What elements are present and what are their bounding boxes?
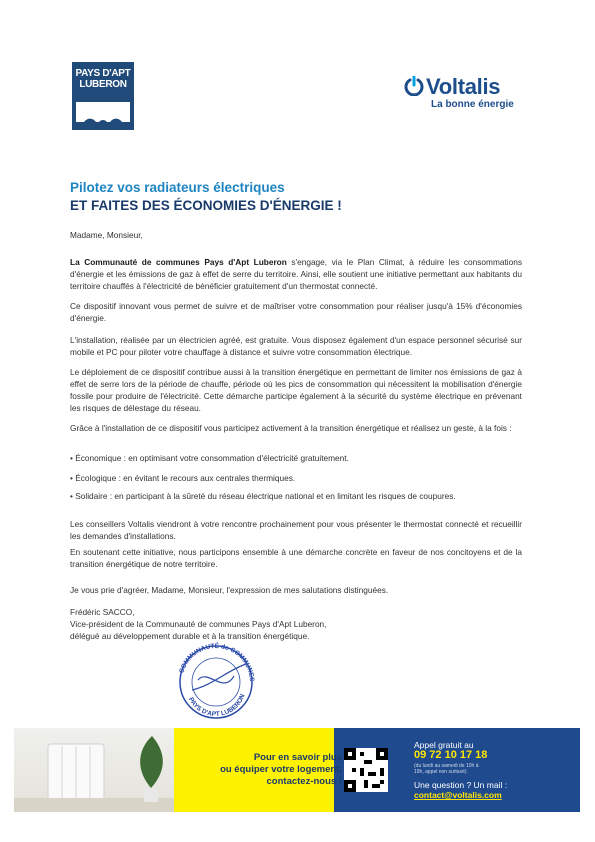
qr-code-icon — [344, 748, 388, 792]
title-line1: Pilotez vos radiateurs électriques — [70, 180, 285, 195]
footer-banner — [14, 728, 580, 812]
radiator-photo — [14, 728, 174, 812]
logo-line1: PAYS D'APT — [75, 68, 131, 79]
contact-email-link[interactable]: contact@voltalis.com — [414, 790, 502, 800]
cta-line2: ou équiper votre logement, — [220, 764, 342, 775]
signature-role1: Vice-président de la Communauté de communes Pays d'Apt Luberon, — [70, 619, 327, 629]
svg-text:PAYS D'APT LUBERON — [187, 693, 247, 718]
title-line2: ET FAITES DES ÉCONOMIES D'ÉNERGIE ! — [70, 198, 342, 213]
stamp-bottom-text: PAYS D'APT LUBERON — [187, 693, 247, 719]
bridge-icon — [76, 98, 130, 122]
paragraph-2: Ce dispositif innovant vous permet de suivre et de maîtriser votre consommation pour réaliser jusqu'à 15% d'économies d'énergie. — [70, 301, 522, 323]
question-label: Une question ? Un mail : — [414, 780, 508, 790]
paragraph-7: En soutenant cette initiative, nous participons ensemble à une démarche concrète en faveur de nos concitoyens et de la transition énergétique de notre territoire. — [70, 547, 522, 569]
paragraph-1-text: s'engage, via le Plan Climat, à réduire les consommations d'énergie et les émissions de gaz à effet de serre du territoire. Ainsi, elle soutient une initiative permettant aux habitants du territoire chauffés à l'électricité de bénéficier gratuitement d'un thermostat connecté. — [70, 257, 523, 291]
radiator-plant-illustration — [14, 728, 174, 812]
salutation: Madame, Monsieur, — [70, 230, 143, 240]
bullet-ecologique: • Écologique : en évitant le recours aux centrales thermiques. — [70, 473, 296, 483]
paragraph-5: Grâce à l'installation de ce dispositif vous participez activement à la transition énergétique et réalisez un geste, à la fois : — [70, 423, 512, 433]
voltalis-brand: Voltalis — [426, 74, 501, 99]
stamp-top-text: COMMUNAUTÉ de COMMUNES — [178, 642, 256, 682]
voltalis-tagline: La bonne énergie — [431, 99, 514, 110]
paragraph-3: L'installation, réalisée par un électricien agréé, est gratuite. Vous disposez également d'un espace personnel sécurisé sur mobile et PC pour piloter votre chauffage à distance et suivre votre consommation électrique. — [70, 335, 522, 357]
signature-name: Frédéric SACCO, — [70, 607, 135, 617]
official-stamp — [168, 640, 264, 720]
pays-apt-luberon-logo — [72, 62, 134, 130]
voltalis-power-icon — [404, 76, 424, 96]
call-label: Appel gratuit au — [414, 740, 474, 750]
logo-line2: LUBERON — [79, 79, 127, 90]
paragraph-4: Le déploiement de ce dispositif contribue aussi à la transition énergétique en permettant de limiter nos émissions de gaz à effet de serre lors de la période de chauffe, période où les pics de consommation qui nécessitent la mobilisation d'énergie fossile pour produire de l'électricité. Cette démarche participe également à la sécurité du système électrique en prévenant les risques de délestage du réseau. — [70, 367, 522, 413]
phone-number[interactable]: 09 72 10 17 18 — [414, 749, 488, 761]
paragraph-1 — [70, 256, 522, 292]
voltalis-logo — [404, 74, 534, 114]
signature-role2: délégué au développement durable et à la transition énergétique. — [70, 631, 310, 641]
paragraph-6: Les conseillers Voltalis viendront à votre rencontre prochainement pour vous présenter le thermostat connecté et recueillir les demandes d'installations. — [70, 519, 522, 541]
closing: Je vous prie d'agréer, Madame, Monsieur, l'expression de mes salutations distinguées. — [70, 585, 389, 595]
cta-text — [172, 752, 342, 788]
paragraph-1-bold: La Communauté de communes Pays d'Apt Luberon — [70, 257, 287, 267]
qr-code[interactable] — [344, 748, 388, 792]
bullet-economique: • Économique : en optimisant votre consommation d'électricité gratuitement. — [70, 453, 349, 463]
call-hours: (du lundi au samedi de 10h à 19h, appel non surtaxé) — [414, 763, 479, 775]
svg-text:COMMUNAUTÉ de COMMUNES — [178, 641, 255, 682]
bullet-solidaire: • Solidaire : en participant à la sûreté du réseau électrique national et en limitant les risques de coupures. — [70, 491, 456, 501]
cta-line1: Pour en savoir plus — [253, 752, 342, 763]
cta-line3: contactez-nous ! — [266, 776, 342, 787]
